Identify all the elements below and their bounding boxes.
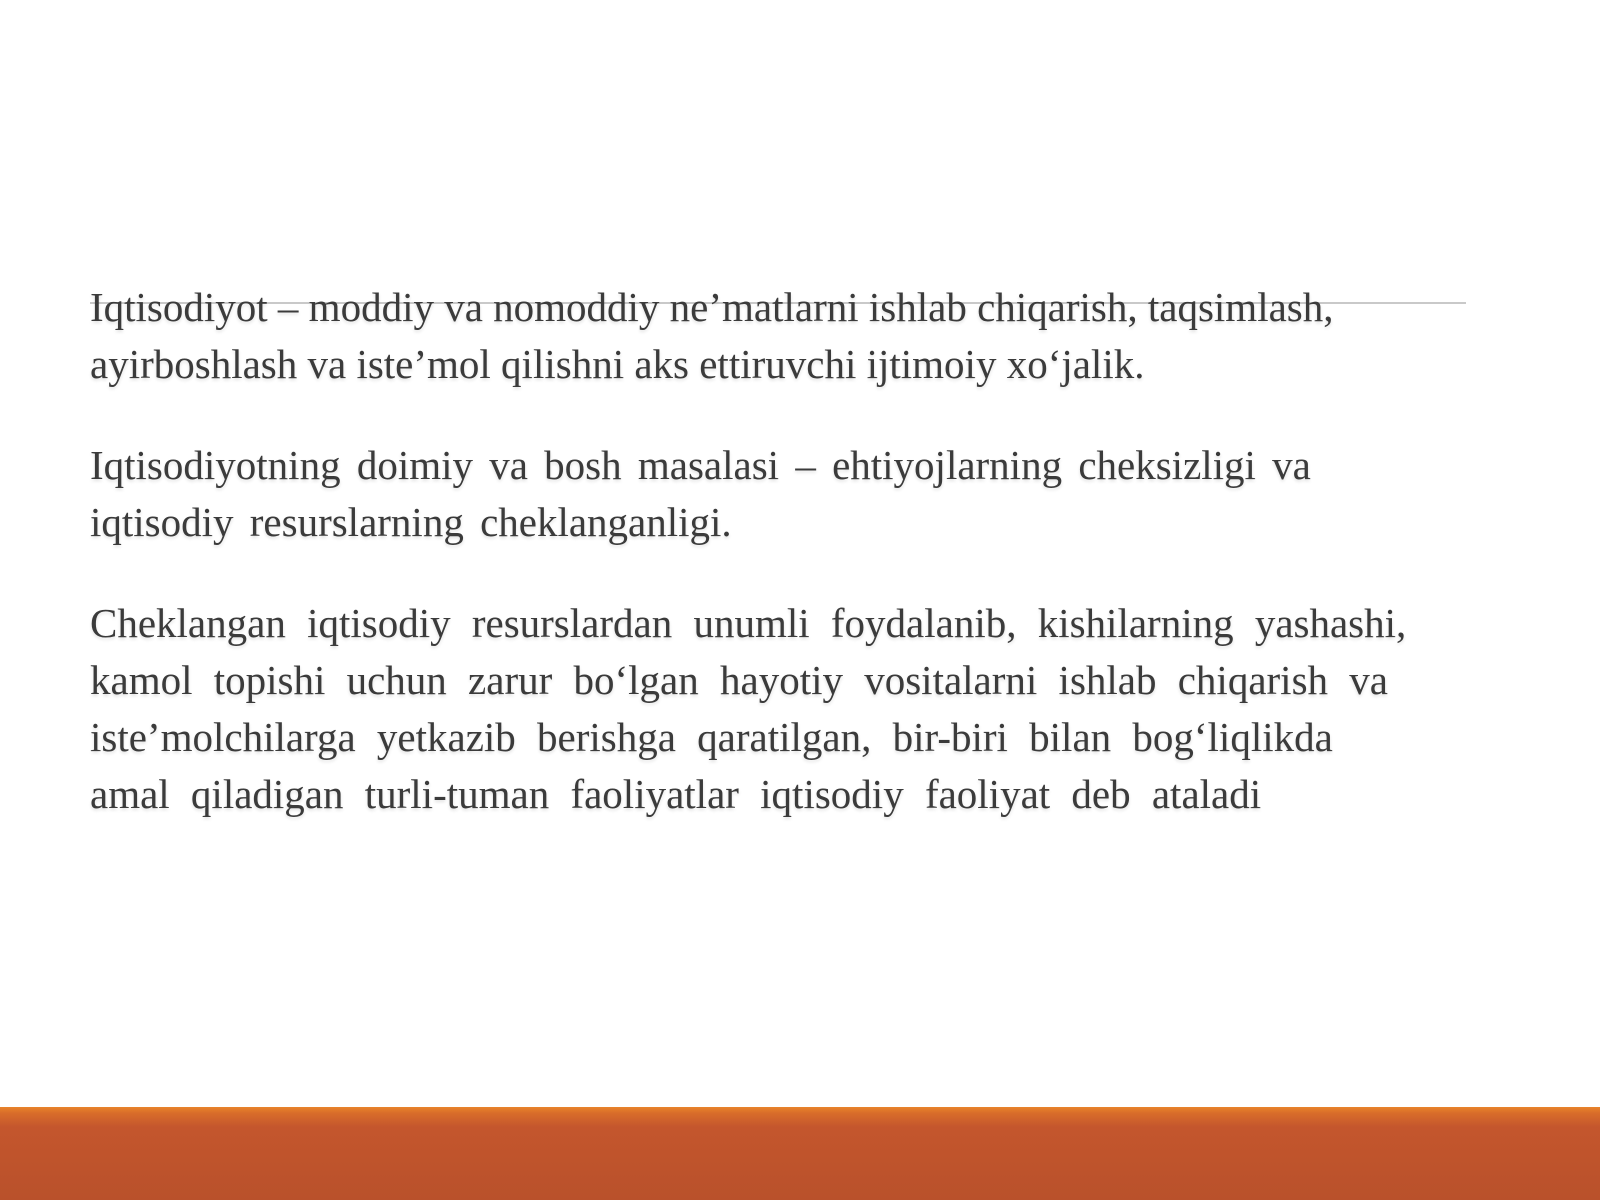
paragraph-line: ayirboshlash va iste’mol qilishni aks ettiruvchi ijtimoiy xo‘jalik.	[90, 341, 1145, 387]
paragraph-line: iste’molchilarga yetkazib berishga qaratilgan, bir-biri bilan bog‘liqlikda	[90, 714, 1333, 760]
paragraph-line: Cheklangan iqtisodiy resurslardan unumli foydalanib, kishilarning yashashi,	[90, 600, 1407, 646]
paragraph-line: Iqtisodiyotning doimiy va bosh masalasi – ehtiyojlarning cheksizligi va	[90, 442, 1311, 488]
paragraph-economy-definition	[90, 279, 1520, 393]
paragraph-main-problem	[90, 437, 1520, 551]
paragraph-line: iqtisodiy resurslarning cheklanganligi.	[90, 499, 732, 545]
paragraph-line: amal qiladigan turli-tuman faoliyatlar iqtisodiy faoliyat deb ataladi	[90, 771, 1262, 817]
paragraph-economic-activity	[90, 595, 1520, 823]
paragraph-line: kamol topishi uchun zarur bo‘lgan hayotiy vositalarni ishlab chiqarish va	[90, 657, 1388, 703]
slide-body	[90, 279, 1520, 867]
paragraph-line: Iqtisodiyot – moddiy va nomoddiy ne’matlarni ishlab chiqarish, taqsimlash,	[90, 284, 1334, 330]
footer-accent-bar	[0, 1107, 1600, 1200]
